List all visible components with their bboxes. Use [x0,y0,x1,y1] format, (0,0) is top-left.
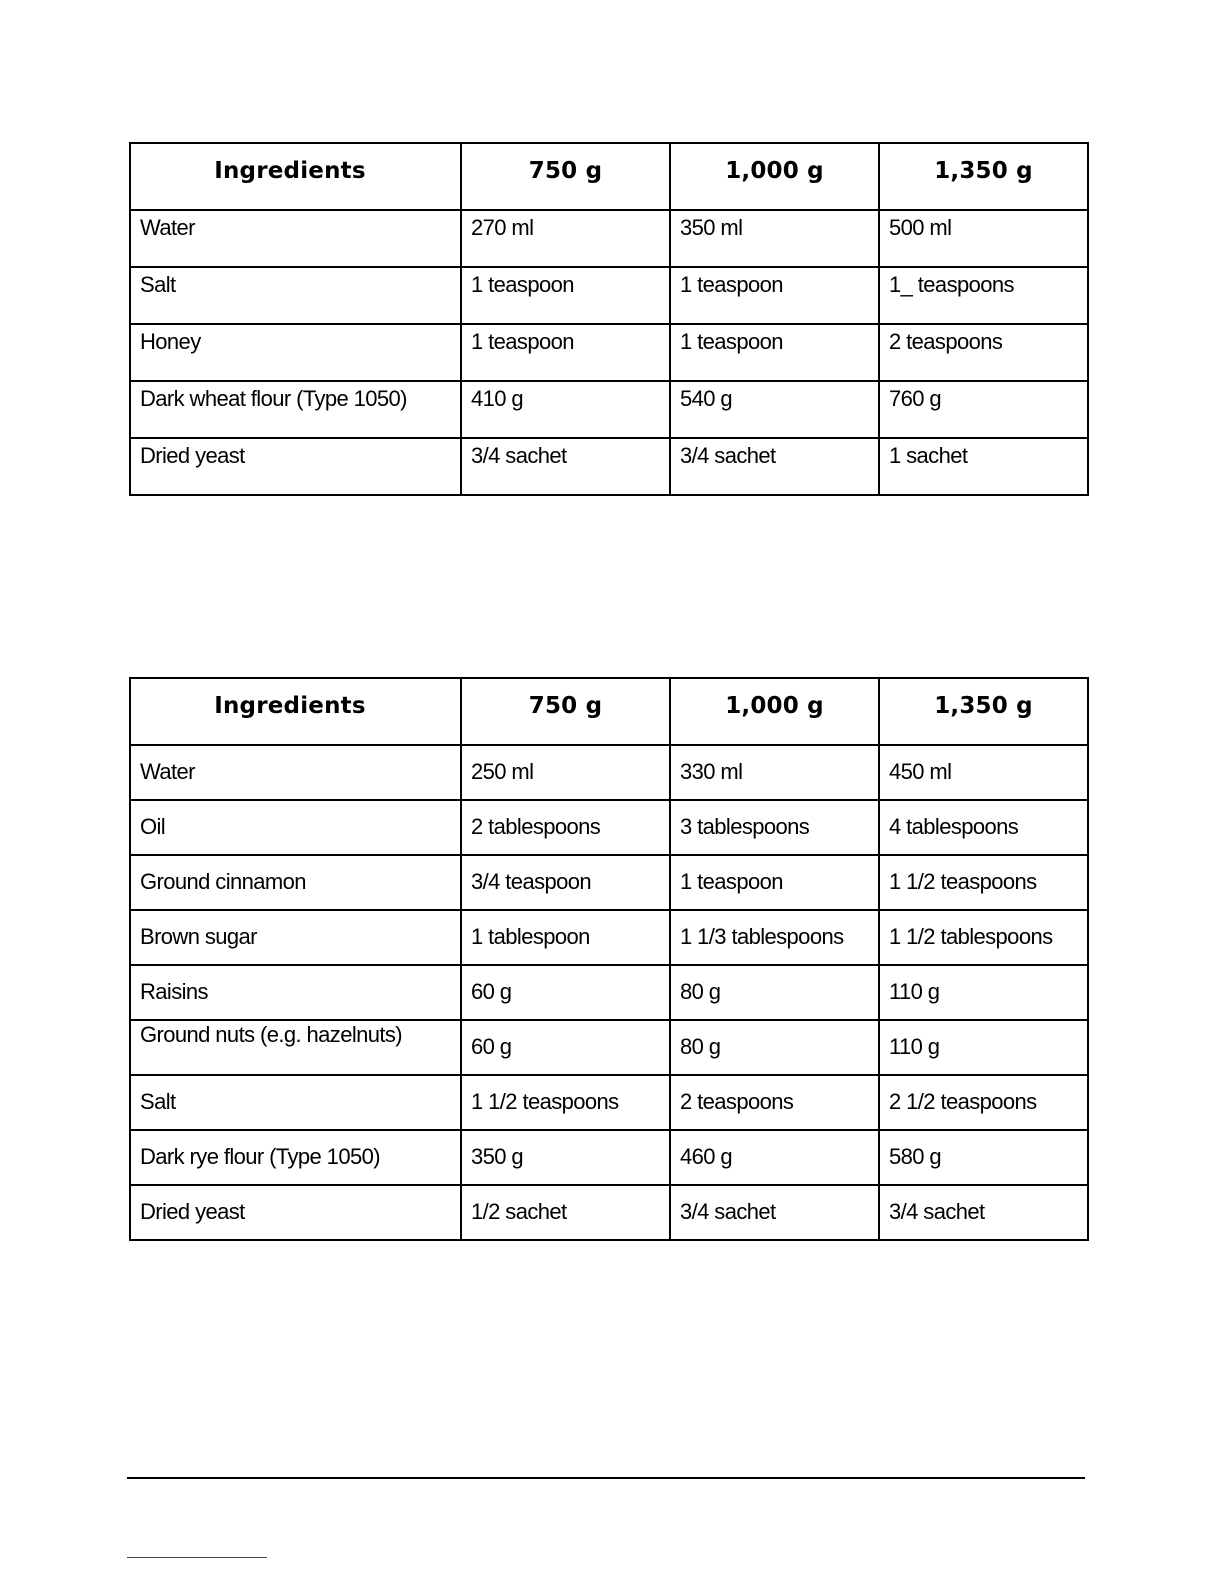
ingredient-cell: Ground cinnamon [130,855,461,910]
table-row [130,800,1088,855]
amount-750g-cell: 60 g [461,1020,670,1075]
amount-1000g-cell: 460 g [670,1130,879,1185]
amount-1350g-cell: 580 g [879,1130,1088,1185]
footer-divider [127,1477,1085,1479]
amount-1000g-cell: 1 teaspoon [670,855,879,910]
amount-1000g-cell: 1 teaspoon [670,267,879,324]
table-row [130,381,1088,438]
amount-1350g-cell: 2 teaspoons [879,324,1088,381]
ingredient-cell: Dark rye flour (Type 1050) [130,1130,461,1185]
amount-1000g-cell: 3 tablespoons [670,800,879,855]
ingredient-cell: Water [130,745,461,800]
table-row [130,855,1088,910]
ingredient-cell: Raisins [130,965,461,1020]
amount-1000g-cell: 350 ml [670,210,879,267]
table-row [130,267,1088,324]
ingredient-cell: Dried yeast [130,1185,461,1240]
amount-1350g-cell: 110 g [879,1020,1088,1075]
footnote-divider [127,1557,267,1558]
amount-1350g-cell: 1_ teaspoons [879,267,1088,324]
amount-1000g-cell: 1 teaspoon [670,324,879,381]
ingredient-cell: Oil [130,800,461,855]
table-row [130,438,1088,495]
table-row [130,1130,1088,1185]
amount-1350g-cell: 4 tablespoons [879,800,1088,855]
table-row [130,745,1088,800]
ingredient-cell: Water [130,210,461,267]
header-750g: 750 g [461,143,670,210]
ingredient-cell: Honey [130,324,461,381]
ingredient-cell: Salt [130,267,461,324]
amount-1000g-cell: 3/4 sachet [670,1185,879,1240]
amount-750g-cell: 3/4 teaspoon [461,855,670,910]
amount-1000g-cell: 80 g [670,965,879,1020]
table-row [130,1185,1088,1240]
amount-1350g-cell: 1 sachet [879,438,1088,495]
amount-750g-cell: 250 ml [461,745,670,800]
amount-1000g-cell: 1 1/3 tablespoons [670,910,879,965]
table-row [130,324,1088,381]
amount-750g-cell: 410 g [461,381,670,438]
amount-1350g-cell: 760 g [879,381,1088,438]
amount-750g-cell: 1 1/2 teaspoons [461,1075,670,1130]
amount-750g-cell: 60 g [461,965,670,1020]
amount-750g-cell: 1 teaspoon [461,324,670,381]
amount-1000g-cell: 3/4 sachet [670,438,879,495]
header-1000g: 1,000 g [670,678,879,745]
amount-1350g-cell: 1 1/2 tablespoons [879,910,1088,965]
amount-750g-cell: 350 g [461,1130,670,1185]
ingredients-table-2 [129,677,1089,1241]
table-row [130,965,1088,1020]
ingredient-cell: Dried yeast [130,438,461,495]
header-1000g: 1,000 g [670,143,879,210]
table-header-row [130,143,1088,210]
ingredient-cell: Salt [130,1075,461,1130]
amount-1350g-cell: 2 1/2 teaspoons [879,1075,1088,1130]
header-1350g: 1,350 g [879,678,1088,745]
amount-750g-cell: 1/2 sachet [461,1185,670,1240]
header-ingredients: Ingredients [130,678,461,745]
amount-1350g-cell: 450 ml [879,745,1088,800]
table-row [130,1075,1088,1130]
table-row [130,910,1088,965]
amount-750g-cell: 3/4 sachet [461,438,670,495]
amount-1000g-cell: 330 ml [670,745,879,800]
amount-750g-cell: 1 tablespoon [461,910,670,965]
table-row [130,210,1088,267]
table-row [130,1020,1088,1075]
amount-750g-cell: 1 teaspoon [461,267,670,324]
amount-1350g-cell: 3/4 sachet [879,1185,1088,1240]
ingredients-table-1 [129,142,1089,496]
amount-1350g-cell: 110 g [879,965,1088,1020]
header-1350g: 1,350 g [879,143,1088,210]
table-header-row [130,678,1088,745]
amount-1000g-cell: 540 g [670,381,879,438]
header-750g: 750 g [461,678,670,745]
header-ingredients: Ingredients [130,143,461,210]
amount-1000g-cell: 80 g [670,1020,879,1075]
amount-1000g-cell: 2 teaspoons [670,1075,879,1130]
ingredient-cell: Ground nuts (e.g. hazelnuts) [130,1020,461,1075]
amount-750g-cell: 2 tablespoons [461,800,670,855]
ingredient-cell: Brown sugar [130,910,461,965]
ingredient-cell: Dark wheat flour (Type 1050) [130,381,461,438]
amount-1350g-cell: 500 ml [879,210,1088,267]
amount-750g-cell: 270 ml [461,210,670,267]
amount-1350g-cell: 1 1/2 teaspoons [879,855,1088,910]
